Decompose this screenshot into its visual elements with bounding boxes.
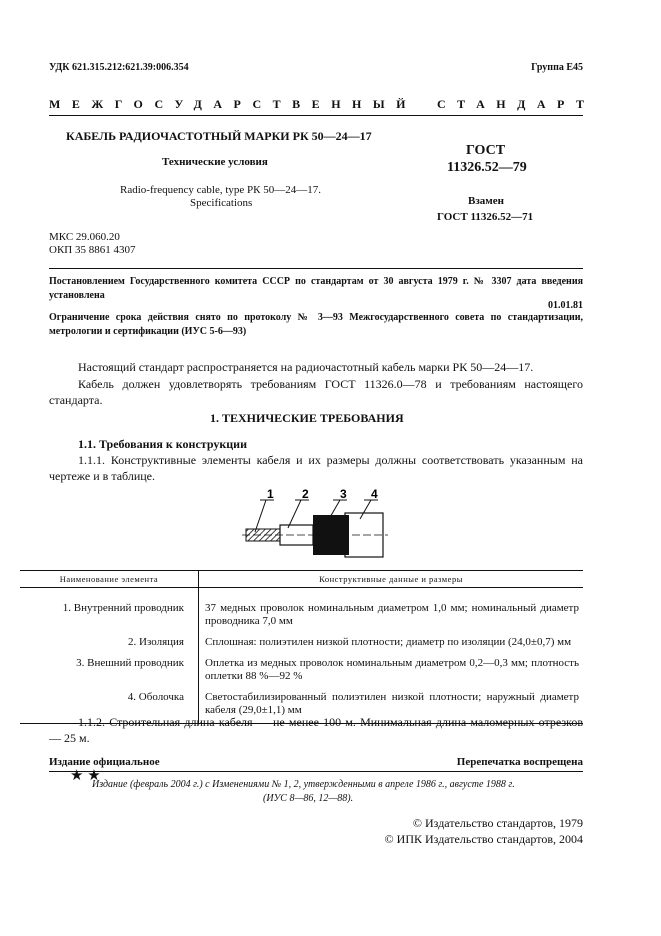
table-cell-element: 3. Внешний проводник bbox=[20, 655, 199, 689]
table-header-data: Конструктивные данные и размеры bbox=[199, 571, 584, 588]
table-header-row bbox=[20, 571, 583, 588]
intro-paragraph-2: Кабель должен удовлетворять требованиям ГОСТ 11326.0—78 и требованиям настоящего стандарта. bbox=[49, 377, 583, 407]
gost-number: 11326.52—79 bbox=[447, 160, 527, 175]
copyright-1979: © Издательство стандартов, 1979 bbox=[412, 816, 583, 830]
table-cell-data: Оплетка из медных проволок номинальным диаметром 0,2—0,3 мм; плотность оплетки 88 %—92 % bbox=[205, 657, 579, 682]
table-row bbox=[20, 655, 583, 689]
limitation-text: Ограничение срока действия снято по протоколу № 3—93 Межгосударственного совета по стандартизации, метрологии и сертификации (ИУС 5-6—93) bbox=[49, 312, 583, 337]
table-row bbox=[20, 588, 583, 635]
decree-date: 01.01.81 bbox=[548, 300, 583, 311]
english-title-line2: Specifications bbox=[190, 197, 253, 209]
star-icons: ★ ★ bbox=[70, 768, 101, 784]
document-title: КАБЕЛЬ РАДИОЧАСТОТНЫЙ МАРКИ РК 50—24—17 bbox=[66, 129, 372, 143]
decree-rule bbox=[49, 268, 583, 269]
table-header-element: Наименование элемента bbox=[20, 571, 199, 588]
official-edition: Издание официальное bbox=[49, 756, 160, 768]
banner-interstate: МЕЖГОСУДАРСТВЕННЫЙ bbox=[49, 97, 417, 111]
clause-1-1: 1.1. Требования к конструкции bbox=[78, 437, 248, 451]
clause-1-1-1: 1.1.1. Конструктивные элементы кабеля и их размеры должны соответствовать указанным на чертеже и в таблице. bbox=[49, 453, 583, 483]
table-cell-data: Сплошная: полиэтилен низкой плотности; диаметр по изоляции (24,0±0,7) мм bbox=[205, 636, 572, 648]
mks-code: МКС 29.060.20 bbox=[49, 231, 120, 243]
gost-label: ГОСТ bbox=[466, 143, 506, 158]
document-subtitle: Технические условия bbox=[162, 156, 268, 168]
construction-table bbox=[20, 570, 583, 724]
cable-cross-section-drawing bbox=[240, 486, 390, 560]
edition-note-line1: Издание (февраль 2004 г.) с Изменениями № 1, 2, утвержденными в апреле 1986 г., августе 1988 г. bbox=[92, 779, 515, 790]
diagram-label-1: 1 bbox=[267, 487, 274, 501]
decree-text: Постановлением Государственного комитета СССР по стандартам от 30 августа 1979 г. № 3307 дата введения установлена bbox=[49, 276, 583, 301]
banner-rule bbox=[49, 115, 583, 116]
diagram-label-2: 2 bbox=[302, 487, 309, 501]
group-code: Группа Е45 bbox=[531, 62, 583, 73]
table-cell-data: Светостабилизированный полиэтилен низкой плотности; наружный диаметр кабеля (29,0±1,1) мм bbox=[199, 689, 584, 724]
replaces-value: ГОСТ 11326.52—71 bbox=[437, 211, 534, 223]
table-cell-element: 1. Внутренний проводник bbox=[20, 588, 199, 635]
edition-note-line2: (ИУС 8—86, 12—88). bbox=[263, 793, 354, 804]
copyright-2004: © ИПК Издательство стандартов, 2004 bbox=[384, 832, 583, 846]
clause-1-1-2: 1.1.2. Строительная длина кабеля — не менее 100 м. Минимальная длина маломерных отрезков — 25 м. bbox=[49, 715, 583, 745]
intro-paragraph-1: Настоящий стандарт распространяется на радиочастотный кабель марки РК 50—24—17. bbox=[78, 360, 534, 374]
banner-standard: СТАНДАРТ bbox=[437, 97, 596, 111]
replaces-label: Взамен bbox=[468, 195, 504, 207]
okp-code: ОКП 35 8861 4307 bbox=[49, 244, 136, 256]
table-row bbox=[20, 634, 583, 655]
footer-rule bbox=[49, 771, 583, 772]
inner-conductor-element bbox=[246, 529, 280, 541]
table-cell-data: 37 медных проволок номинальным диаметром 1,0 мм; номинальный диаметр проводника 7,0 мм bbox=[205, 602, 579, 627]
table-cell-element: 4. Оболочка bbox=[20, 689, 199, 724]
english-title-line1: Radio-frequency cable, type РК 50—24—17. bbox=[120, 184, 322, 196]
udk-code: УДК 621.315.212:621.39:006.354 bbox=[49, 62, 189, 73]
section-title: 1. ТЕХНИЧЕСКИЕ ТРЕБОВАНИЯ bbox=[210, 411, 404, 425]
diagram-label-3: 3 bbox=[340, 487, 347, 501]
diagram-label-4: 4 bbox=[371, 487, 378, 501]
table-cell-element: 2. Изоляция bbox=[20, 634, 199, 655]
reprint-prohibited: Перепечатка воспрещена bbox=[456, 756, 583, 768]
